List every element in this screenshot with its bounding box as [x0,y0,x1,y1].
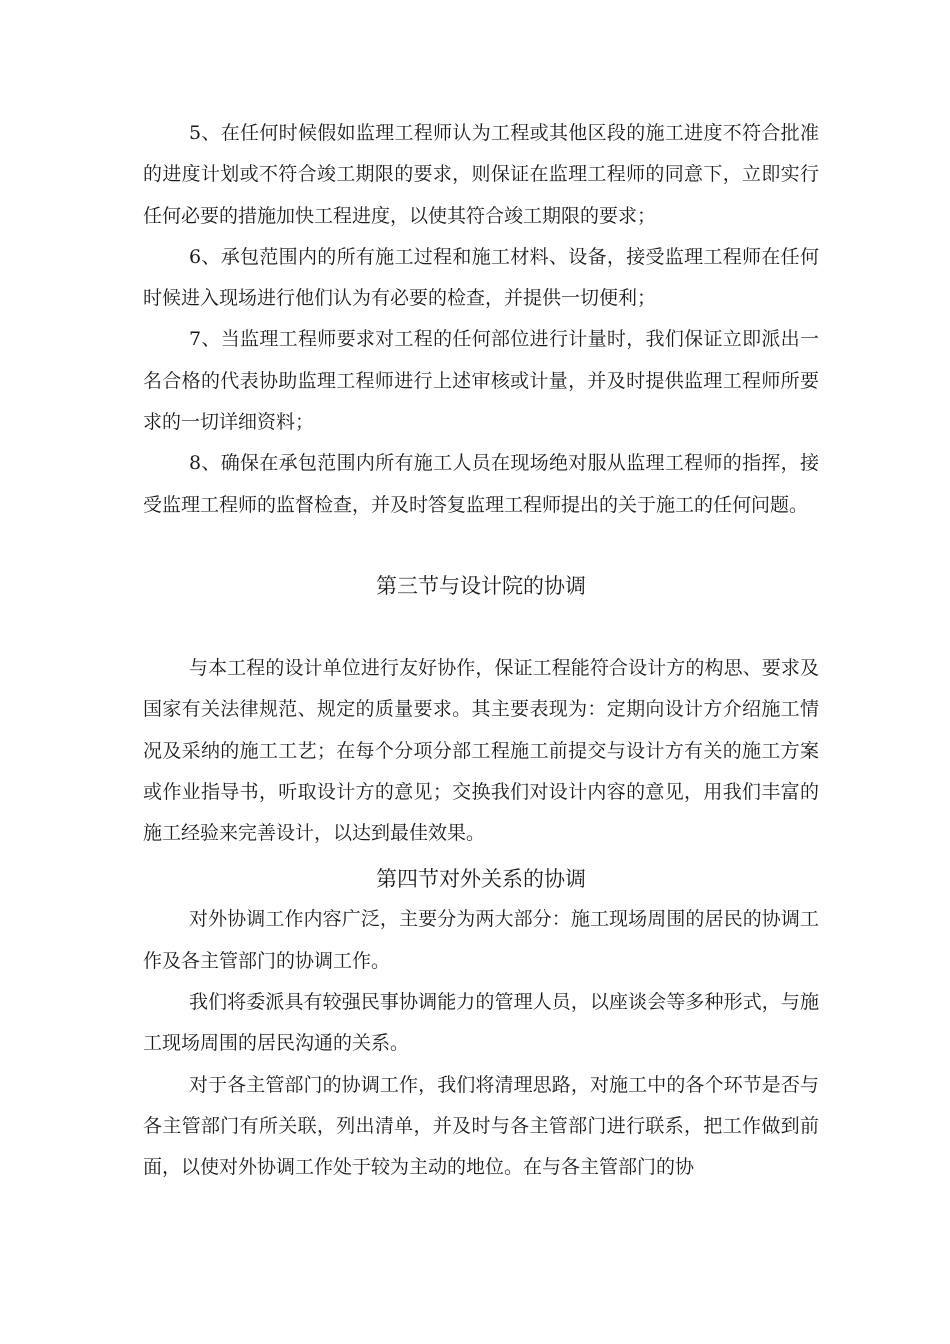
section-3-paragraph: 与本工程的设计单位进行友好协作，保证工程能符合设计方的构思、要求及国家有关法律规范、规定的质量要求。其主要表现为：定期向设计方介绍施工情况及采纳的施工工艺；在每个分项分部工程施工前提交与设计方有关的施工方案或作业指导书，听取设计方的意见；交换我们对设计内容的意见，用我们丰富的施工经验来完善设计，以达到最佳效果。 [143,656,819,845]
list-item-5: 5、在任何时候假如监理工程师认为工程或其他区段的施工进度不符合批准的进度计划或不符合竣工期限的要求，则保证在监理工程师的同意下，立即实行任何必要的措施加快工程进度，以使其符合竣工期限的要求； [143,122,819,227]
list-item-8: 8、确保在承包范围内所有施工人员在现场绝对服从监理工程师的指挥，接受监理工程师的监督检查，并及时答复监理工程师提出的关于施工的任何问题。 [143,452,819,516]
section-4-paragraph-1: 对外协调工作内容广泛，主要分为两大部分：施工现场周围的居民的协调工作及各主管部门的协调工作。 [143,908,819,972]
section-3-title: 第三节与设计院的协调 [376,573,586,598]
section-4-title: 第四节对外关系的协调 [376,867,586,892]
section-4-paragraph-2: 我们将委派具有较强民事协调能力的管理人员，以座谈会等多种形式，与施工现场周围的居民沟通的关系。 [143,991,819,1055]
document-page [143,113,819,1189]
section-4-paragraph-3: 对于各主管部门的协调工作，我们将清理思路，对施工中的各个环节是否与各主管部门有所关联，列出清单，并及时与各主管部门进行联系，把工作做到前面，以使对外协调工作处于较为主动的地位。在与各主管部门的协 [143,1073,819,1179]
list-item-7: 7、当监理工程师要求对工程的任何部位进行计量时，我们保证立即派出一名合格的代表协助监理工程师进行上述审核或计量，并及时提供监理工程师所要求的一切详细资料； [143,328,819,434]
list-item-6: 6、承包范围内的所有施工过程和施工材料、设备，接受监理工程师在任何时候进入现场进行他们认为有必要的检查，并提供一切便利； [143,245,819,310]
